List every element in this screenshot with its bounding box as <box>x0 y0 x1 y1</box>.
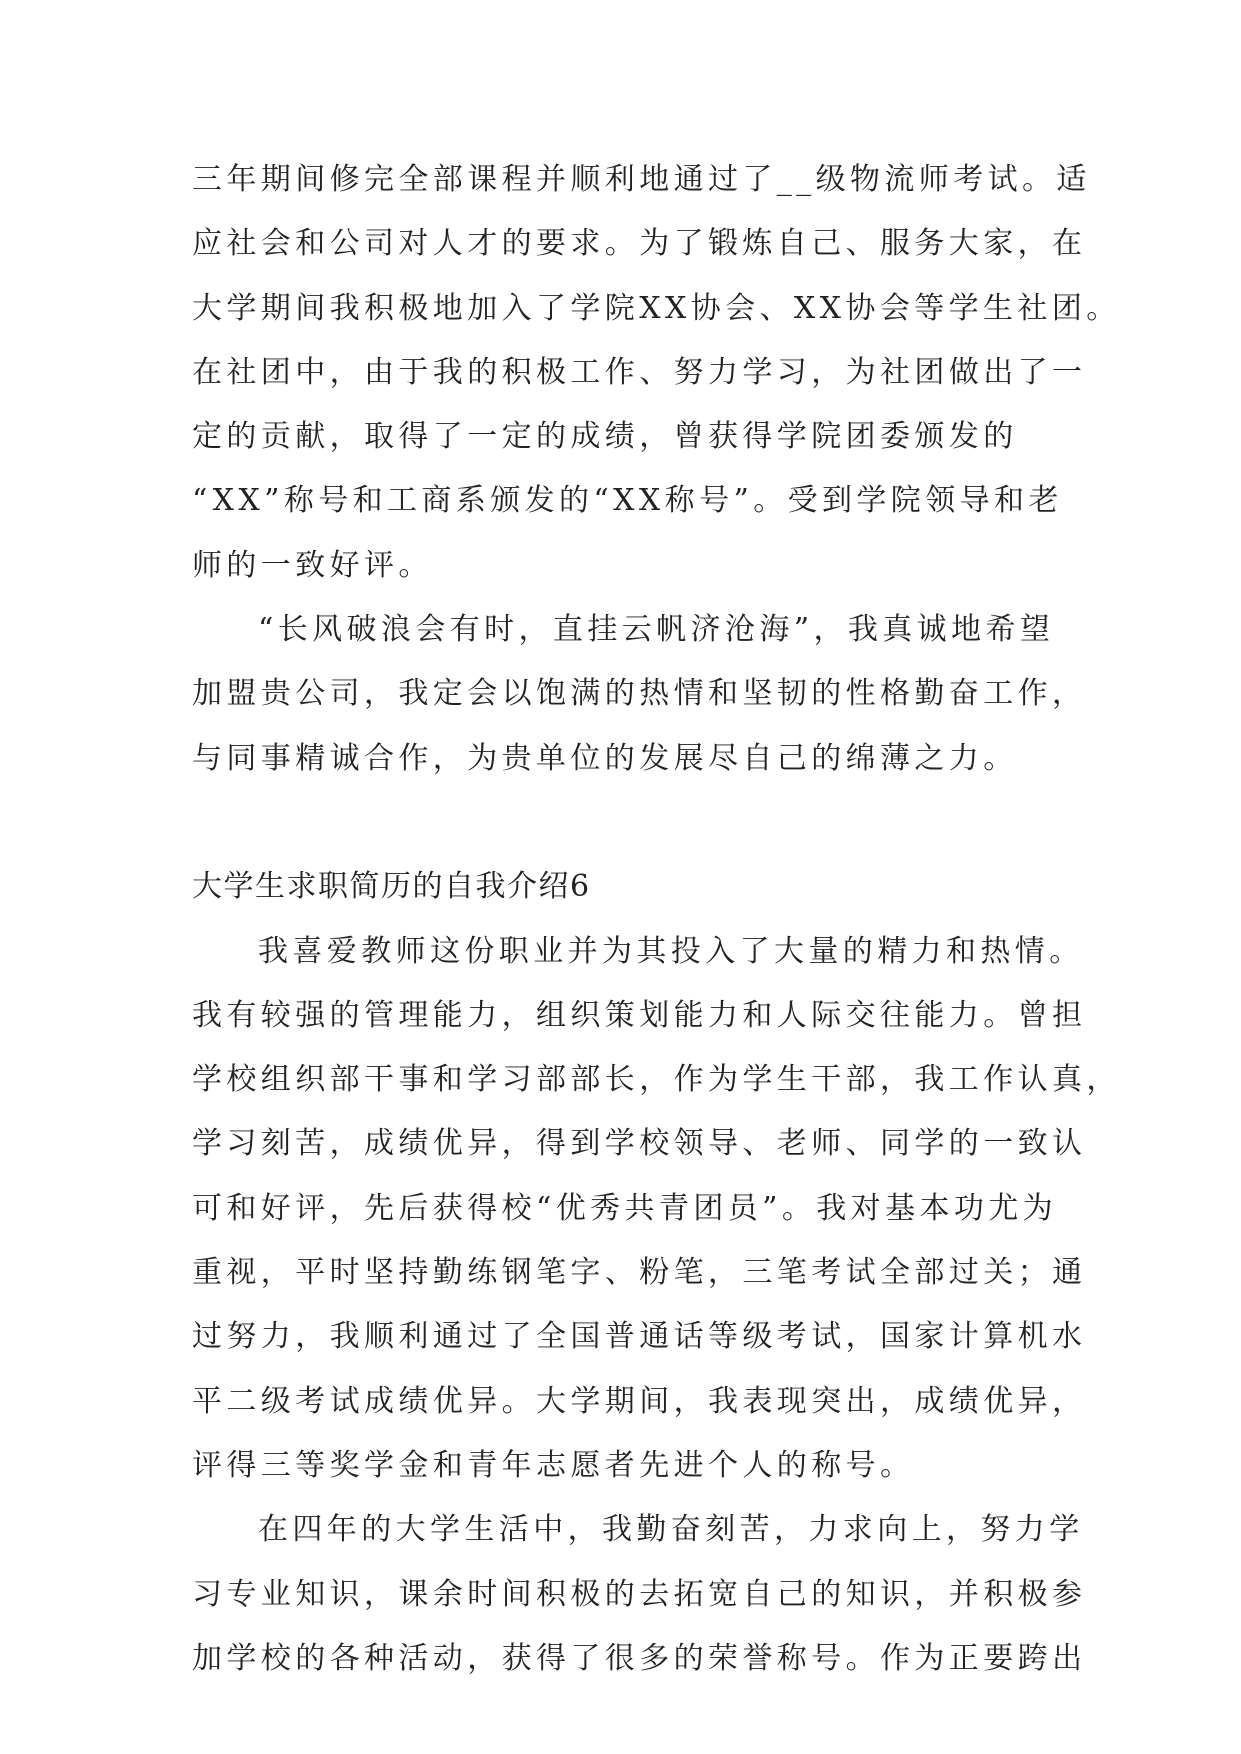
closing-paragraph <box>192 598 1087 791</box>
paragraph-line: 评得三等奖学金和青年志愿者先进个人的称号。 <box>192 1447 915 1483</box>
paragraph-line: 应社会和公司对人才的要求。为了锻炼自己、服务大家，在 <box>192 226 1087 262</box>
paragraph-line: 三年期间修完全部课程并顺利地通过了__级物流师考试。适 <box>192 162 1091 197</box>
document-body <box>192 148 1121 1691</box>
paragraph-line: 与同事精诚合作，为贵单位的发展尽自己的绵薄之力。 <box>192 740 1018 776</box>
paragraph-line: 可和好评，先后获得校“优秀共青团员”。我对基本功尤为 <box>192 1190 1058 1226</box>
paragraph-line: 习专业知识，课余时间积极的去拓宽自己的知识，并积极参 <box>192 1576 1087 1612</box>
paragraph-line: 大学期间我积极地加入了学院XX协会、XX协会等学生社团。 <box>192 290 1121 326</box>
paragraph-line: 在社团中，由于我的积极工作、努力学习，为社团做出了一 <box>192 354 1087 390</box>
paragraph-spacer <box>192 791 1072 855</box>
paragraph-line: 平二级考试成绩优异。大学期间，我表现突出，成绩优异， <box>192 1383 1087 1419</box>
paragraph-line: 加盟贵公司，我定会以饱满的热情和坚韧的性格勤奋工作， <box>192 676 1087 712</box>
section-paragraph-2 <box>192 1498 1087 1691</box>
paragraph-line: 师的一致好评。 <box>192 547 433 583</box>
continuation-paragraph <box>192 148 1121 598</box>
section-paragraph-1 <box>192 920 1121 1499</box>
section-heading: 大学生求职简历的自我介绍6 <box>192 869 591 905</box>
paragraph-line: 定的贡献，取得了一定的成绩，曾获得学院团委颁发的 <box>192 419 1018 455</box>
paragraph-line: 我有较强的管理能力，组织策划能力和人际交往能力。曾担 <box>192 997 1087 1033</box>
paragraph-line: “XX”称号和工商系颁发的“XX称号”。受到学院领导和老 <box>192 483 1063 519</box>
paragraph-line: 学校组织部干事和学习部部长，作为学生干部，我工作认真， <box>192 1062 1121 1098</box>
paragraph-line: 加学校的各种活动，获得了很多的荣誉称号。作为正要跨出 <box>192 1640 1087 1676</box>
paragraph-line: 我喜爱教师这份职业并为其投入了大量的精力和热情。 <box>258 933 1084 969</box>
paragraph-line: 重视，平时坚持勤练钢笔字、粉笔，三笔考试全部过关；通 <box>192 1255 1087 1291</box>
paragraph-line: 在四年的大学生活中，我勤奋刻苦，力求向上，努力学 <box>258 1512 1084 1548</box>
paragraph-line: 学习刻苦，成绩优异，得到学校领导、老师、同学的一致认 <box>192 1126 1087 1162</box>
paragraph-line: 过努力，我顺利通过了全国普通话等级考试，国家计算机水 <box>192 1319 1087 1355</box>
paragraph-line: “长风破浪会有时，直挂云帆济沧海”，我真诚地希望 <box>258 612 1055 648</box>
